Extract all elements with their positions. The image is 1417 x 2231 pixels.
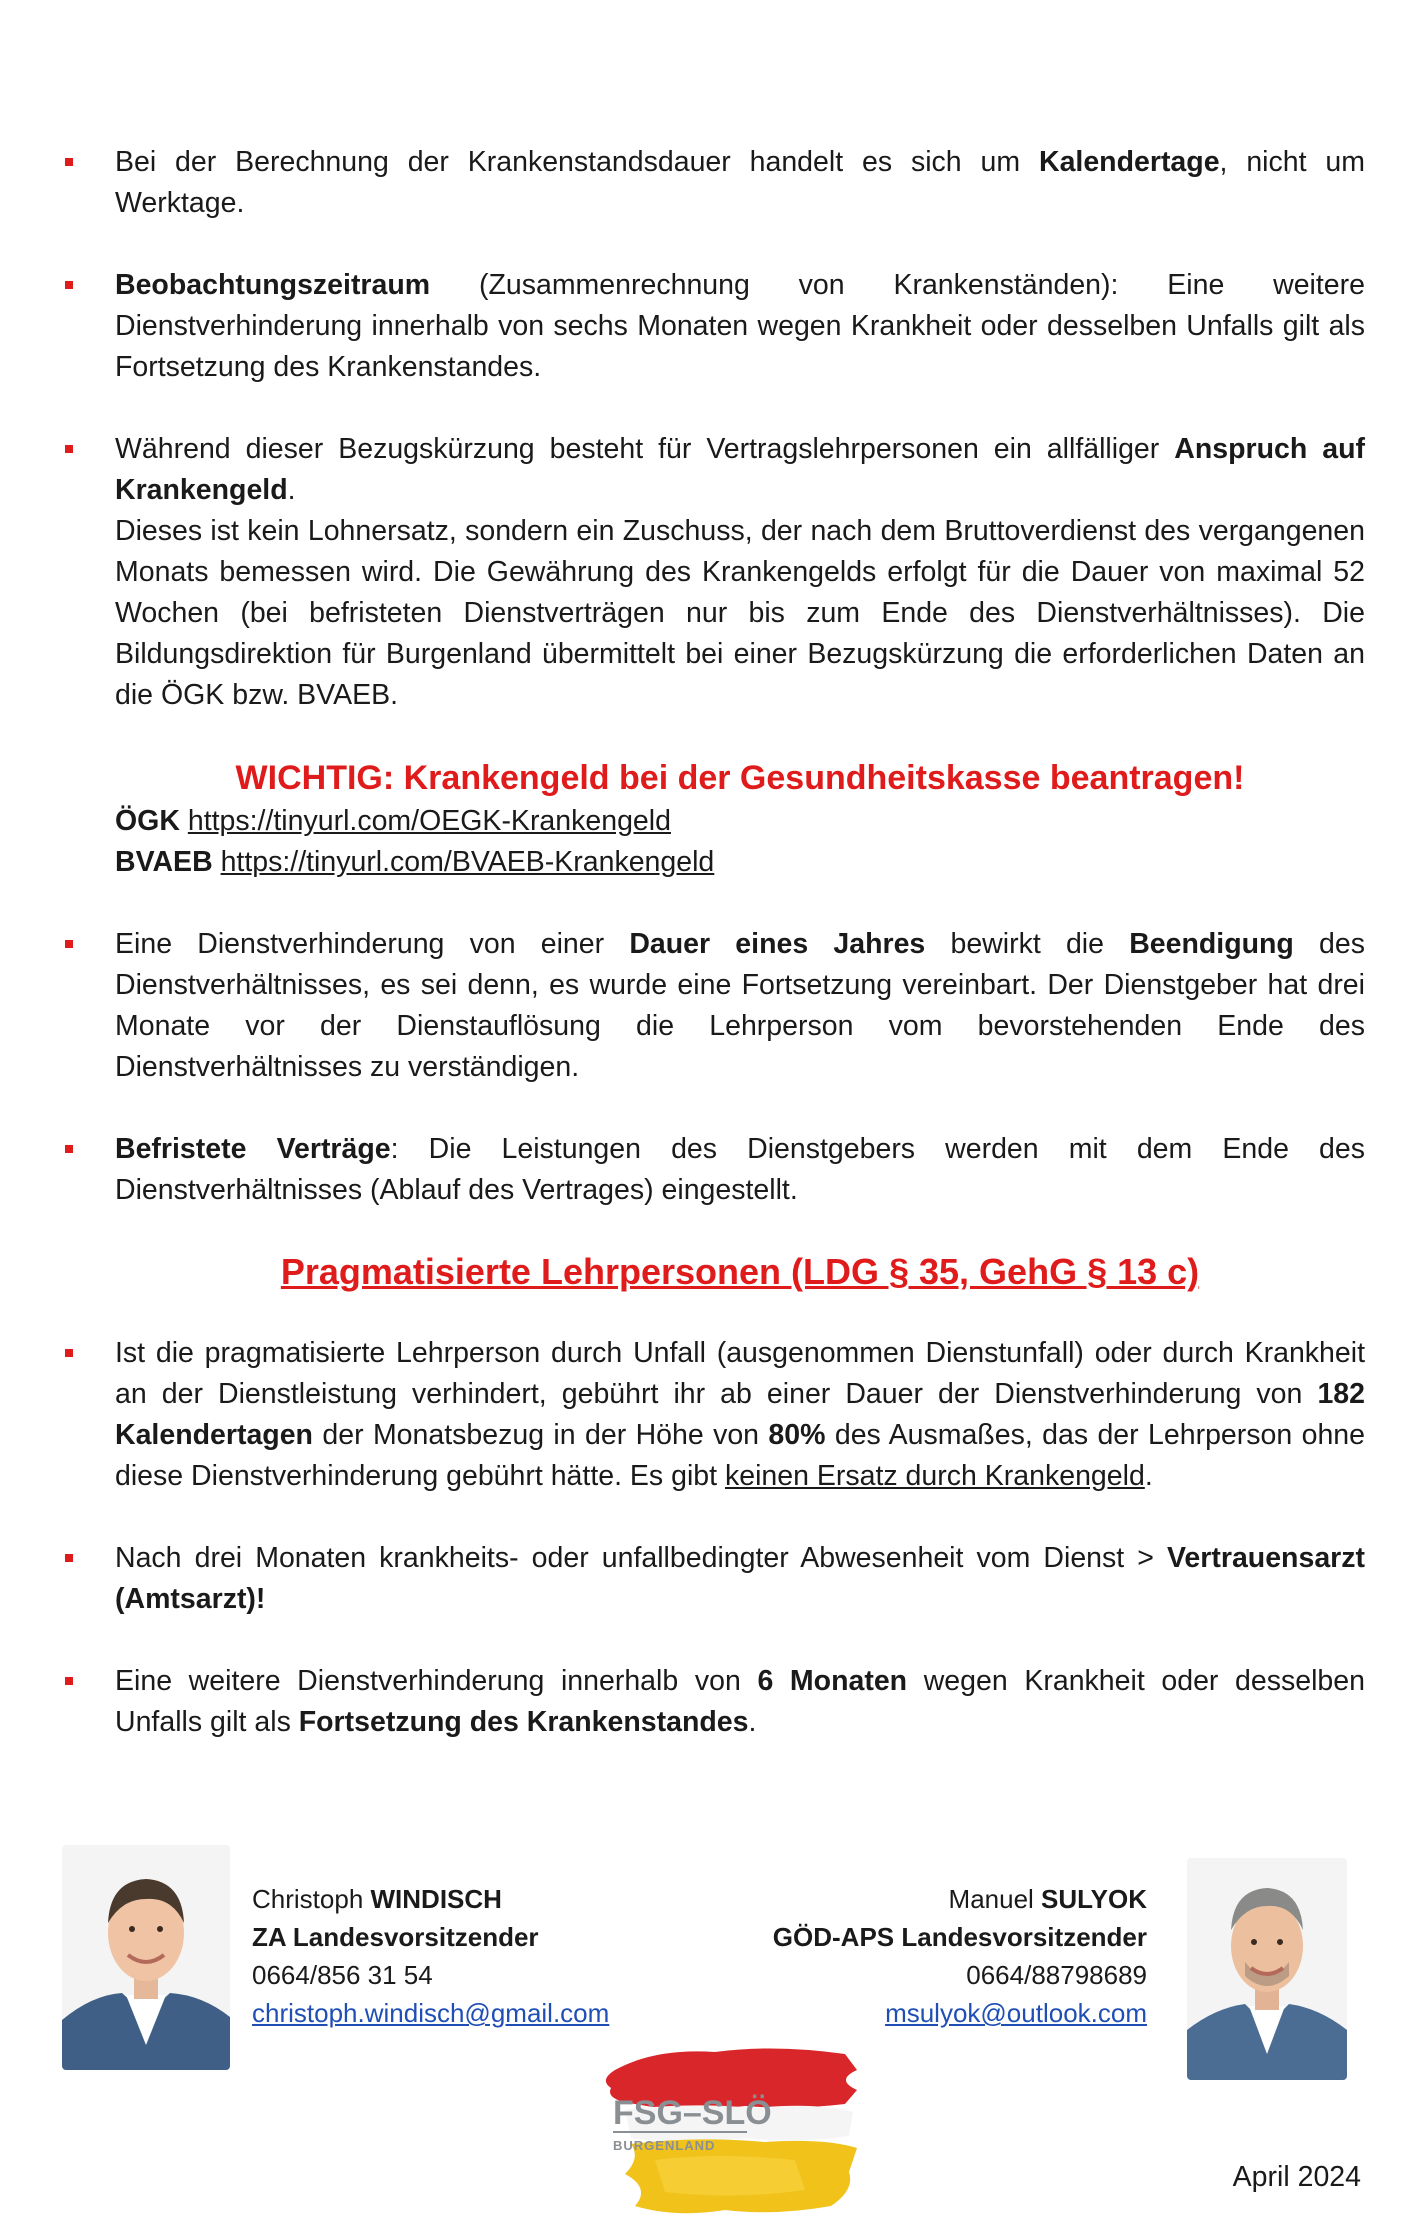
text-run: des Dienstverhältnisses, es sei denn, es wurde eine Fortsetzung vereinbart. Der Dienstgeber hat drei Monate vor der Dienstauflösung die Lehrperson vom bevorstehenden Ende des Dienstverhältnisses zu verständigen. xyxy=(115,928,1365,1083)
contact-name: Christoph WINDISCH xyxy=(252,1884,502,1914)
list-item-text xyxy=(115,429,1365,511)
text-run: . xyxy=(748,1706,757,1738)
contact-role: GÖD-APS Landesvorsitzender xyxy=(772,1922,1147,1952)
section-heading-pragmatisierte: Pragmatisierte Lehrpersonen (LDG § 35, GehG § 13 c) xyxy=(280,1251,1200,1292)
list-item xyxy=(60,1538,1365,1620)
important-notice: WICHTIG: Krankengeld bei der Gesundheitskasse beantragen! xyxy=(235,759,1245,797)
text-run: bewirkt die xyxy=(925,928,1130,960)
contact-email-link[interactable]: msulyok@outlook.com xyxy=(885,1998,1147,2028)
bullet-icon xyxy=(65,1677,73,1685)
list-item-text xyxy=(115,1538,1365,1620)
list-item xyxy=(60,265,1365,388)
bullet-icon xyxy=(65,1349,73,1357)
emphasis-text: Kalendertage xyxy=(1038,146,1220,178)
bullet-icon xyxy=(65,940,73,948)
emphasis-text: Beendigung xyxy=(1129,928,1294,960)
contact-phone: 0664/856 31 54 xyxy=(252,1960,433,1990)
list-item-text xyxy=(115,1661,1365,1743)
emphasis-text: 6 Monaten xyxy=(757,1665,908,1697)
text-run: der Monatsbezug in der Höhe von xyxy=(312,1419,769,1451)
underlined-text: keinen Ersatz durch Krankengeld xyxy=(724,1460,1145,1492)
bullet-icon xyxy=(65,445,73,453)
list-item xyxy=(60,142,1365,224)
bullet-list-pragmatisierte xyxy=(60,1333,1365,1743)
list-item-text xyxy=(115,265,1365,388)
bullet-icon xyxy=(65,1145,73,1153)
emphasis-text: Anspruch auf Krankengeld xyxy=(115,433,1365,506)
avatar-windisch xyxy=(62,1845,230,2070)
contact-card-right xyxy=(773,1880,1147,2032)
link-row-oegk xyxy=(115,801,1365,842)
text-run: (Zusammenrechnung von Krankenständen): Eine weitere Dienstverhinderung innerhalb von sechs Monaten wegen Krankheit oder desselben Unfalls gilt als Fortsetzung des Krankenstandes. xyxy=(115,269,1365,383)
bullet-icon xyxy=(65,281,73,289)
link-oegk[interactable]: https://tinyurl.com/OEGK-Krankengeld xyxy=(187,805,671,837)
text-run: Ist die pragmatisierte Lehrperson durch Unfall (ausgenommen Dienstunfall) oder durch Krankheit an der Dienstleistung verhindert, gebührt ihr ab einer Dauer der Dienstverhinderung von xyxy=(115,1337,1365,1410)
text-run: wegen Krankheit oder desselben Unfalls gilt als xyxy=(115,1665,1365,1738)
contact-role: ZA Landesvorsitzender xyxy=(252,1922,539,1952)
list-item-text xyxy=(115,142,1365,224)
text-run: : Die Leistungen des Dienstgebers werden mit dem Ende des Dienstverhältnisses (Ablauf des Vertrages) eingestellt. xyxy=(115,1133,1365,1206)
text-run: Während dieser Bezugskürzung besteht für Vertragslehrpersonen ein allfälliger xyxy=(115,433,1175,465)
link-label-oegk: ÖGK xyxy=(115,805,180,837)
bullet-icon xyxy=(65,1554,73,1562)
bullet-icon xyxy=(65,158,73,166)
text-run: , nicht um Werktage. xyxy=(115,146,1365,219)
bullet-list-general xyxy=(60,142,1365,716)
fsg-slo-logo xyxy=(595,2040,870,2226)
contact-card-left xyxy=(252,1880,609,2032)
list-item xyxy=(60,1661,1365,1743)
text-run: Eine Dienstverhinderung von einer xyxy=(115,928,630,960)
text-run: Eine weitere Dienstverhinderung innerhalb von xyxy=(115,1665,758,1697)
list-item-detail: Dieses ist kein Lohnersatz, sondern ein Zuschuss, der nach dem Bruttoverdienst des vergangenen Monats bemessen wird. Die Gewährung des Krankengelds erfolgt für die Dauer von maximal 52 Wochen (bei befristeten Dienstverträgen nur bis zum Ende des Dienstverhältnisses). Die Bildungsdirektion für Burgenland übermittelt bei einer Bezugskürzung die erforderlichen Daten an die ÖGK bzw. BVAEB. xyxy=(115,515,1365,711)
list-item xyxy=(60,1129,1365,1211)
list-item xyxy=(60,924,1365,1088)
text-run: des Ausmaßes, das der Lehrperson ohne diese Dienstverhinderung gebührt hätte. Es gibt xyxy=(115,1419,1365,1492)
link-row-bvaeb xyxy=(115,842,1365,883)
logo-subtext: BURGENLAND xyxy=(613,2138,716,2153)
document-body xyxy=(60,142,1365,1784)
emphasis-text: Fortsetzung des Krankenstandes xyxy=(298,1706,749,1738)
emphasis-text: 182 Kalendertagen xyxy=(115,1378,1365,1451)
emphasis-text: Dauer eines Jahres xyxy=(629,928,926,960)
emphasis-text: Vertrauensarzt (Amtsarzt)! xyxy=(115,1542,1365,1615)
text-run: Bei der Berechnung der Krankenstandsdauer handelt es sich um xyxy=(115,146,1039,178)
text-run: Nach drei Monaten krankheits- oder unfallbedingter Abwesenheit vom Dienst > xyxy=(115,1542,1167,1574)
list-item-text xyxy=(115,1333,1365,1497)
logo-text: FSG–SLÖ xyxy=(613,2094,772,2132)
avatar-sulyok xyxy=(1187,1858,1347,2080)
emphasis-text: Beobachtungszeitraum xyxy=(115,269,431,301)
list-item xyxy=(60,429,1365,716)
text-run: . xyxy=(1144,1460,1153,1492)
contact-name: Manuel SULYOK xyxy=(948,1884,1147,1914)
text-run: . xyxy=(287,474,296,506)
link-bvaeb[interactable]: https://tinyurl.com/BVAEB-Krankengeld xyxy=(220,846,715,878)
link-list xyxy=(60,801,1365,883)
contact-email-link[interactable]: christoph.windisch@gmail.com xyxy=(252,1998,610,2028)
document-date: April 2024 xyxy=(1232,2161,1361,2193)
list-item-text xyxy=(115,924,1365,1088)
bullet-list-termination xyxy=(60,924,1365,1211)
list-item-text xyxy=(115,1129,1365,1211)
emphasis-text: Befristete Verträge xyxy=(115,1133,391,1165)
emphasis-text: 80% xyxy=(768,1419,826,1451)
contact-phone: 0664/88798689 xyxy=(966,1960,1147,1990)
link-label-bvaeb: BVAEB xyxy=(115,846,213,878)
list-item xyxy=(60,1333,1365,1497)
